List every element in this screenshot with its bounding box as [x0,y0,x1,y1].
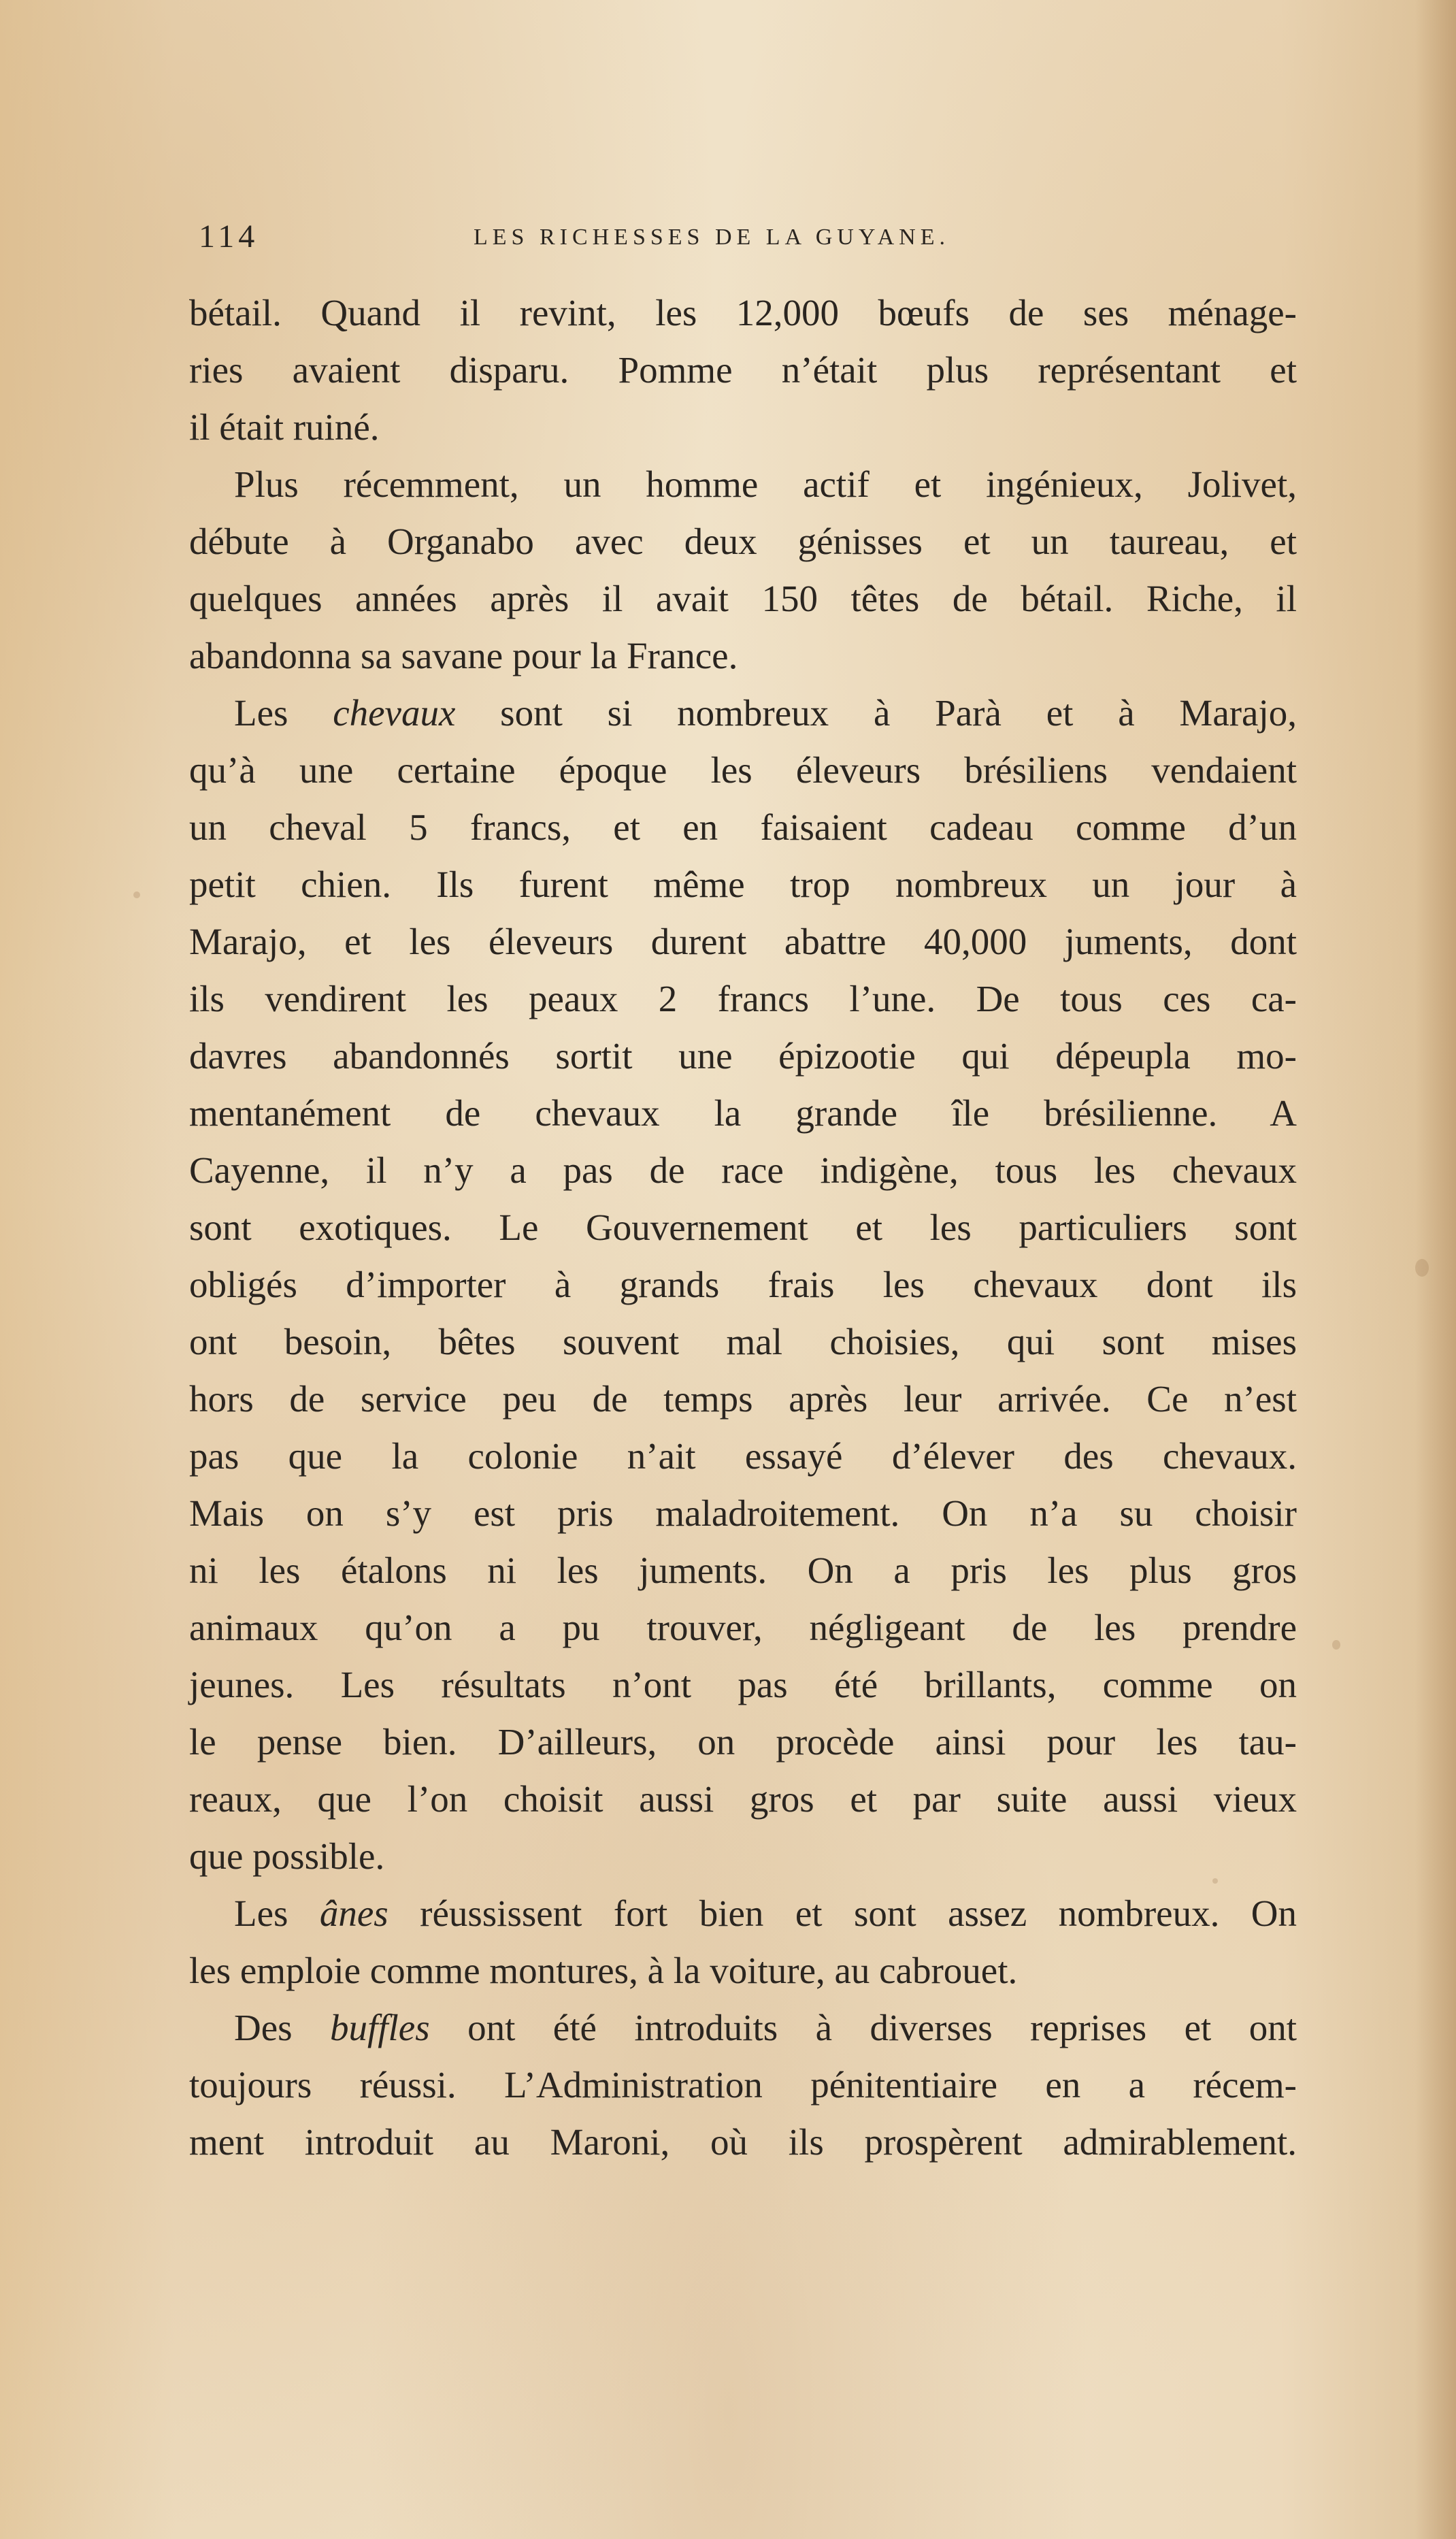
text-line: toujours réussi. L’Administration pénitentiaire en a récem- [189,2064,1297,2106]
text-line: le pense bien. D’ailleurs, on procède ainsi pour les tau- [189,1721,1297,1763]
text-line: ries avaient disparu. Pomme n’était plus représentant et [189,349,1297,391]
text-line: mentanément de chevaux la grande île brésilienne. A [189,1092,1297,1134]
foxing-spot [1332,1640,1340,1650]
foxing-spot [133,891,140,898]
text-line: Des buffles ont été introduits à diverses reprises et ont [234,2007,1297,2048]
text-line: les emploie comme montures, à la voiture, au cabrouet. [189,1950,1018,1991]
body-text [189,284,1297,2171]
text-line: ils vendirent les peaux 2 francs l’une. De tous ces ca- [189,978,1297,1019]
text-line: pas que la colonie n’ait essayé d’élever des chevaux. [189,1435,1297,1477]
text-line: un cheval 5 francs, et en faisaient cadeau comme d’un [189,806,1297,848]
text-line: Les chevaux sont si nombreux à Parà et à Marajo, [234,692,1297,734]
text-line: ni les étalons ni les juments. On a pris les plus gros [189,1550,1297,1591]
text-line: ont besoin, bêtes souvent mal choisies, qui sont mises [189,1321,1297,1362]
text-line: davres abandonnés sortit une épizootie qui dépeupla mo- [189,1035,1297,1077]
text-line: que possible. [189,1835,385,1877]
foxing-spot [1415,1259,1429,1277]
text-line: ment introduit au Maroni, où ils prospèrent admirablement. [189,2121,1297,2163]
page-header [199,216,1280,257]
page-number: 114 [199,218,259,255]
italic-term: buffles [329,2007,430,2048]
running-title: LES RICHESSES DE LA GUYANE. [474,225,950,250]
text-line: animaux qu’on a pu trouver, négligeant de les prendre [189,1607,1297,1648]
text-line: reaux, que l’on choisit aussi gros et par suite aussi vieux [189,1778,1297,1820]
text-line: petit chien. Ils furent même trop nombreux un jour à [189,864,1297,905]
text-line: Plus récemment, un homme actif et ingénieux, Jolivet, [234,463,1297,505]
text-line: sont exotiques. Le Gouvernement et les particuliers sont [189,1207,1297,1248]
text-line: Mais on s’y est pris maladroitement. On n’a su choisir [189,1492,1297,1534]
text-line: débute à Organabo avec deux génisses et un taureau, et [189,521,1297,562]
text-line: jeunes. Les résultats n’ont pas été brillants, comme on [189,1664,1297,1705]
text-line: Cayenne, il n’y a pas de race indigène, tous les chevaux [189,1149,1297,1191]
text-line: il était ruiné. [189,406,380,448]
text-line: Marajo, et les éleveurs durent abattre 40,000 juments, dont [189,921,1297,962]
text-line: hors de service peu de temps après leur arrivée. Ce n’est [189,1378,1297,1420]
text-line: abandonna sa savane pour la France. [189,635,738,676]
italic-term: chevaux [333,692,456,734]
text-line: quelques années après il avait 150 têtes de bétail. Riche, il [189,578,1297,619]
text-line: obligés d’importer à grands frais les chevaux dont ils [189,1264,1297,1305]
text-line: bétail. Quand il revint, les 12,000 bœufs de ses ménage- [189,292,1297,333]
text-line: qu’à une certaine époque les éleveurs brésiliens vendaient [189,749,1297,791]
italic-term: ânes [319,1893,388,1934]
text-line: Les ânes réussissent fort bien et sont assez nombreux. On [234,1893,1297,1934]
